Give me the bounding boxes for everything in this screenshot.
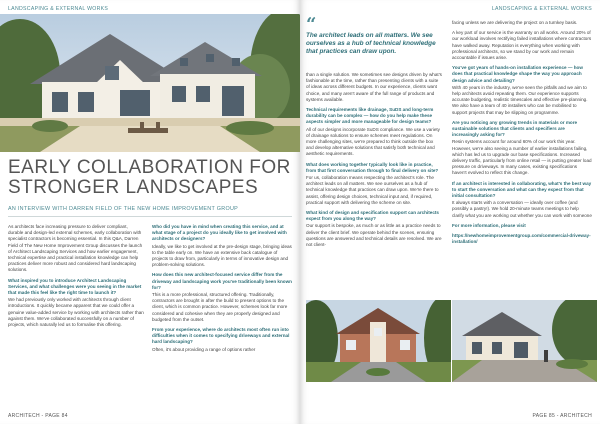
article-subhead: AN INTERVIEW WITH DARREN FIELD OF THE NEW HOME IMPROVEMENT GROUP — [8, 206, 239, 212]
answer-6: For us, collaboration means respecting the architect's role. The architect leads on all matters. We see ourselves as a hub of technical knowledge that practices can draw upon. We're there to assist, offering design choices, technical input and, if required, practical support with delivering the scheme on site. — [306, 175, 439, 205]
page-footer: PAGE 85 - ARCHITECH — [532, 413, 592, 419]
answer-9: Resin systems account for around 60% of our work this year. However, we're also seeing a number of earlier installations failing, which has led us to upgrade our base specifications. Increased delivery traffic, particularly from online retail — is putting greater load pressure on driveways. In many cases, existing specifications haven't evolved to reflect this change. — [452, 139, 592, 176]
question-4: From your experience, where do architects most often run into difficulties when it comes to specifying driveways and external hard landscaping? — [152, 327, 290, 345]
driveway-house-photo — [306, 300, 451, 382]
quote-mark-icon: “ — [306, 14, 317, 35]
question-5: Technical requirements like drainage, SuDS and long-term durability can be complex — how do you help make these aspects simpler and more manageable for design teams? — [306, 107, 434, 125]
page-footer: ARCHITECH - PAGE 84 — [8, 413, 68, 419]
answer-7: Our support is bespoke, as much or as little as a practice needs to deliver the client brief. We operate behind the scenes, ensuring questions are answered and technical details are resolved. We are not client- — [306, 223, 442, 248]
landscaped-drive-photo — [452, 300, 597, 382]
answer-4-continued: than a single solution. We sometimes see designs driven by what's fashionable at the time, rather than presenting clients with a suite of ideas across different budgets. In our experience, clients want choice, and many aren't aware of the full range of products and systems available. — [306, 72, 442, 102]
more-info-label: For more information, please visit — [452, 222, 526, 228]
question-3: How does this new architect-focused service differ from the driveway and landscaping work you've traditionally been known for? — [152, 272, 292, 290]
question-2: Who did you have in mind when creating this service, and at what stage of a project do you ideally like to get involved with architects or designers? — [152, 224, 287, 242]
question-10: If an architect is interested in collaborating, what's the best way to start the conversation and what can they expect from that initial consultation? — [452, 180, 592, 199]
pull-quote — [306, 14, 436, 56]
answer-10: It always starts with a conversation — ideally over coffee (and possibly a pastry!). We hold 20-minute teams meetings to help clarify what you are working out whether you can work with someone — [452, 200, 592, 218]
question-7: What kind of design and specification support can architects expect from you along the way? — [306, 210, 439, 222]
left-column-1 — [8, 224, 144, 332]
right-column-1 — [306, 72, 442, 252]
answer-7-more: A key part of our service is the warranty on all works. Around 20% of our workload involves rectifying failed installations where contractors have walked away. Reputation is everything when working with professional architects, so we stand by our work and remain accountable if issues arise. — [452, 30, 592, 61]
question-8: You've got years of hands-on installation experience — how does that practical knowledge shape the way you approach design advice and detailing? — [452, 65, 583, 83]
answer-7-continued: facing unless we are delivering the project on a turnkey basis. — [452, 20, 578, 25]
website-link[interactable]: https://newhomeimprovementgroup.com/commercial-driveway-installation/ — [452, 233, 591, 245]
section-label: LANDSCAPING & EXTERNAL WORKS — [8, 6, 109, 12]
section-label: LANDSCAPING & EXTERNAL WORKS — [491, 6, 592, 12]
divider — [8, 216, 292, 217]
headline-line-2: STRONGER LANDSCAPES — [8, 177, 259, 198]
question-9: Are you noticing any growing trends in materials or more sustainable solutions that clients and specifiers are increasingly asking for? — [452, 119, 578, 138]
hero-house-photo — [0, 14, 300, 152]
headline-line-1: EARLY COLLABORATION FOR — [8, 157, 291, 178]
answer-8: With 40 years in the industry, we've seen the pitfalls and we aim to help architects avoid repeating them. Our experience supports accurate budgeting, realistic timescales and effective pre-planning. We also have a team of 40 installers who can be mobilised to support projects that may be slipping on programme. — [452, 84, 588, 115]
article-headline — [8, 158, 294, 198]
answer-1: We had previously only worked with architects through client introductions. It quickly became apparent that we could offer a genuine value-added service by working with architects rather than against them. We've collaborated successfully on a number of projects, which naturally led us to formalise this offering. — [8, 297, 144, 328]
intro-paragraph: As architects face increasing pressure to deliver compliant, durable and design-led external schemes, early collaboration with specialist contractors is becoming essential. In this Q&A, Darren Field of The New Home Improvement Group discusses the launch of Architect Landscaping Services and how earlier engagement, technical expertise and practical installation knowledge can help practices deliver more robust and considered hard landscaping solutions. — [8, 224, 143, 273]
answer-3: This is a more professional, structured offering. Traditionally, contractors are brought in after the build to present options to the client, which is common practice. However, schemes look far more considered and cohesive when they are properly designed and budgeted from the outset. — [152, 292, 288, 322]
answer-2: Ideally, we like to get involved at the pre-design stage, bringing ideas to the table early on. We have an extensive back catalogue of projects to draw from, particularly in terms of innovative design and problem-solving solutions. — [152, 243, 292, 268]
pull-quote-text: The architect leads on all matters. We see ourselves as a hub of technical knowledge that practices can draw upon. — [306, 32, 436, 55]
question-6: What does working together typically look like in practice, from that first conversation through to final delivery on site? — [306, 161, 439, 173]
answer-5: All of our designs incorporate SuDS compliance. We use a variety of drainage solutions to ensure schemes meet regulations. On more challenging sites, we're prepared to think outside the box and develop alternative solutions that satisfy both technical and aesthetic requirements. — [306, 126, 440, 157]
question-1: What inspired you to introduce Architect Landscaping Services, and what challenges were you seeing in the market that made this feel like the right time to launch it? — [8, 277, 142, 296]
left-column-2 — [152, 224, 292, 357]
right-column-2 — [452, 20, 592, 250]
answer-4: Often, it's about providing a range of options rather — [152, 346, 256, 352]
right-page — [300, 0, 600, 424]
